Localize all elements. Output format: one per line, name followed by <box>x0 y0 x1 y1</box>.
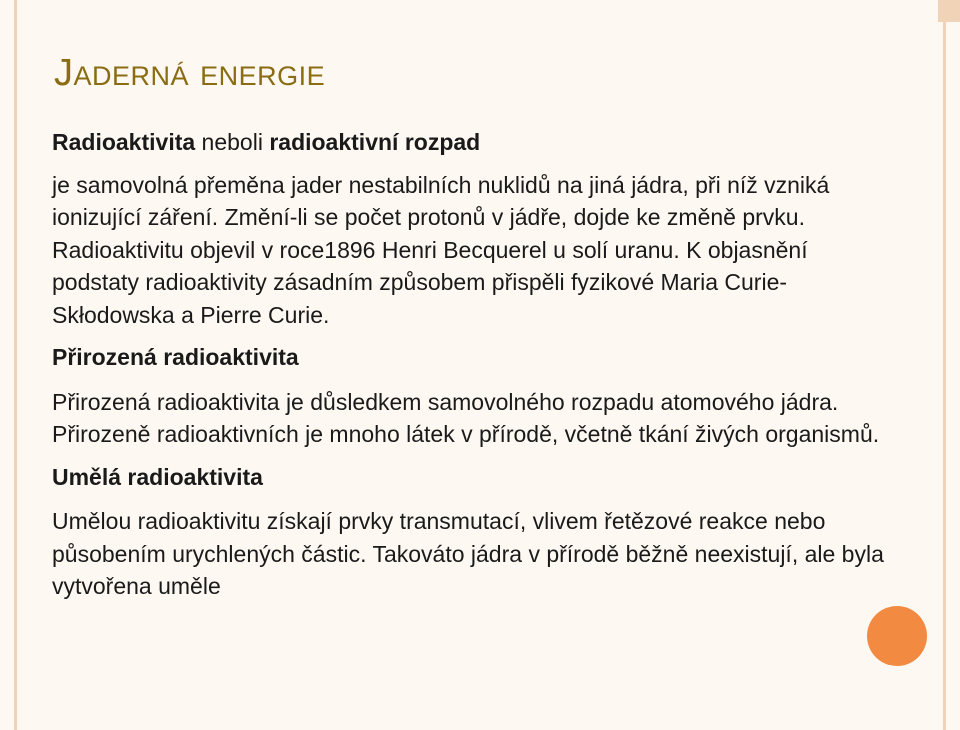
slide-title: Jaderná energie <box>54 52 326 94</box>
intro-body: je samovolná přeměna jader nestabilních nuklidů na jiná jádra, při níž vzniká ionizující záření. Změní-li se počet protonů v jádře, dojde ke změně prvku. Radioaktivitu objevil v roce1896 Henri Becquerel u solí uranu. K objasnění podstaty radioaktivity zásadním způsobem přispěli fyzikové Maria Curie-Skłodowska a Pierre Curie. <box>52 171 830 328</box>
natural-body: Přirozená radioaktivita je důsledkem samovolného rozpadu atomového jádra. Přirozeně radioaktivních je mnoho látek v přírodě, včetně tkání živých organismů. <box>52 388 880 447</box>
intro-term-2: radioaktivní rozpad <box>269 129 481 155</box>
right-border-line <box>943 0 946 730</box>
corner-decoration <box>938 0 960 22</box>
slide-content <box>52 126 892 603</box>
intro-heading <box>52 126 892 159</box>
natural-heading: Přirozená radioaktivita <box>52 344 299 370</box>
left-border-line <box>14 0 17 730</box>
artificial-body: Umělou radioaktivitu získají prvky transmutací, vlivem řetězové reakce nebo působením urychlených částic. Takováto jádra v přírodě běžně neexistují, ale byla vytvořena uměle <box>52 508 884 599</box>
orange-circle-decoration <box>867 606 927 666</box>
intro-connector: neboli <box>195 129 270 155</box>
intro-term: Radioaktivita <box>52 129 196 155</box>
artificial-heading: Umělá radioaktivita <box>52 463 263 490</box>
